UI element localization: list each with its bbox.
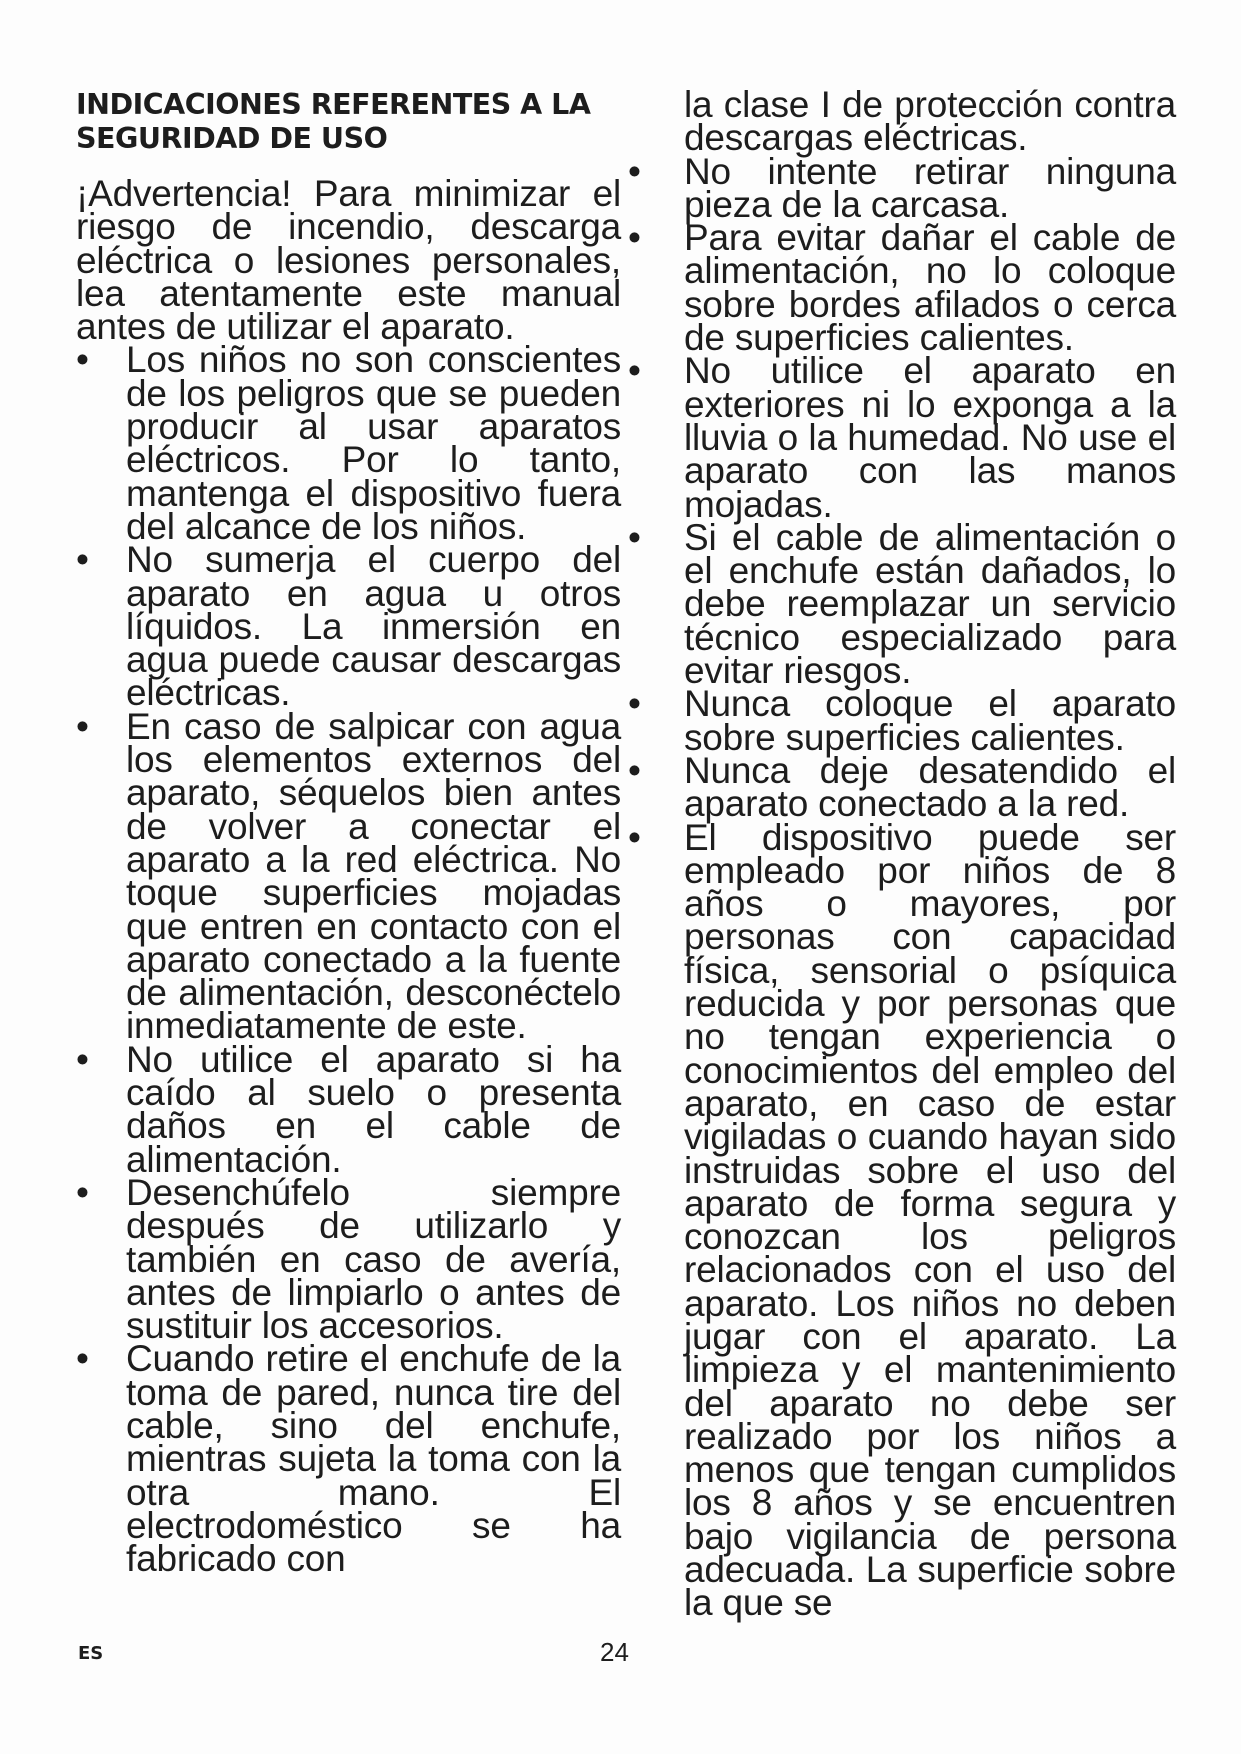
list-item-text: No utilice el aparato en exteriores ni lo exponga a la lluvia o la humedad. No use el aparato con las manos mojadas. (684, 350, 1176, 525)
list-item-text: Nunca deje desatendido el aparato conectado a la red. (684, 749, 1176, 825)
left-column (76, 88, 621, 1580)
list-item (628, 150, 1176, 225)
language-code: ES (78, 1643, 104, 1664)
list-item (76, 1338, 621, 1580)
list-item-text: El dispositivo puede ser empleado por niños de 8 años o mayores, por personas con capacidad física, sensorial o psíquica reducida y por personas que no tengan experiencia o conocimientos del empleo del aparato, en caso de estar vigiladas o cuando hayan sido instruidas sobre el uso del aparato de forma segura y conozcan los peligros relacionados con el uso del aparato. Los niños no deben jugar con el aparato. La limpieza y el mantenimiento del aparato no debe ser realizado por los niños a menos que tengan cumplidos los 8 años y se encuentren bajo vigilancia de persona adecuada. La superficie sobre la que se (684, 816, 1176, 1624)
list-item (628, 516, 1176, 692)
bullet-icon: • (628, 516, 641, 558)
bullet-icon: • (628, 749, 641, 791)
list-item (628, 749, 1176, 825)
heading-line-2: SEGURIDAD DE USO (76, 121, 388, 155)
list-item-text: Si el cable de alimentación o el enchufe están dañados, lo debe reemplazar un servicio técnico especializado para evitar riesgos. (684, 516, 1176, 692)
heading-line-1: INDICACIONES REFERENTES A LA (76, 88, 591, 121)
list-item-text: Desenchúfelo siempre después de utilizarlo y también en caso de avería, antes de limpiarlo o antes de sustituir los accesorios. (126, 1171, 621, 1347)
bullet-icon: • (628, 150, 641, 192)
list-item-text: No sumerja el cuerpo del aparato en agua u otros líquidos. La inmersión en agua puede causar descargas eléctricas. (126, 539, 621, 714)
list-item-text: No utilice el aparato si ha caído al suelo o presenta daños en el cable de alimentación. (126, 1038, 621, 1180)
list-item-text: No intente retirar ninguna pieza de la carcasa. (684, 150, 1176, 225)
bullet-icon: • (76, 1038, 89, 1080)
left-bullet-list (76, 339, 621, 1580)
bullet-icon: • (628, 816, 641, 858)
list-item (76, 539, 621, 714)
list-item-text: Cuando retire el enchufe de la toma de pared, nunca tire del cable, sino del enchufe, mientras sujeta la toma con la otra mano. El electrodoméstico se ha fabricado con (126, 1338, 621, 1580)
right-column (628, 84, 1176, 1624)
section-heading (76, 88, 621, 155)
list-item-text: En caso de salpicar con agua los elementos externos del aparato, séquelos bien antes de volver a conectar el aparato a la red eléctrica. No toque superficies mojadas que entren en contacto con el aparato conectado a la fuente de alimentación, desconéctelo inmediatamente de este. (126, 705, 621, 1047)
right-bullet-list (628, 150, 1176, 1624)
list-item (76, 1171, 621, 1347)
list-item (76, 339, 621, 547)
bullet-icon: • (76, 1171, 89, 1213)
list-item (628, 217, 1176, 359)
page-number: 24 (600, 1637, 629, 1667)
list-item (76, 1038, 621, 1180)
list-item-text: Los niños no son conscientes de los peligros que se pueden producir al usar aparatos eléctricos. Por lo tanto, mantenga el dispositivo fuera del alcance de los niños. (126, 339, 621, 547)
list-item-text: Para evitar dañar el cable de alimentación, no lo coloque sobre bordes afilados o cerca de superficies calientes. (684, 217, 1176, 359)
bullet-icon: • (628, 350, 641, 392)
bullet-icon: • (76, 339, 89, 381)
bullet-icon: • (76, 539, 89, 581)
bullet-icon: • (76, 1338, 89, 1380)
list-item (628, 816, 1176, 1624)
bullet-icon: • (628, 683, 641, 725)
bullet-icon: • (628, 217, 641, 259)
continued-text: la clase I de protección contra descargas eléctricas. (684, 84, 1176, 159)
list-item (76, 705, 621, 1047)
list-item (628, 683, 1176, 758)
list-item (628, 350, 1176, 525)
warning-intro: ¡Advertencia! Para minimizar el riesgo de incendio, descarga eléctrica o lesiones personales, lea atentamente este manual antes de utilizar el aparato. (76, 173, 621, 348)
bullet-icon: • (76, 705, 89, 747)
list-item-text: Nunca coloque el aparato sobre superficies calientes. (684, 683, 1176, 758)
